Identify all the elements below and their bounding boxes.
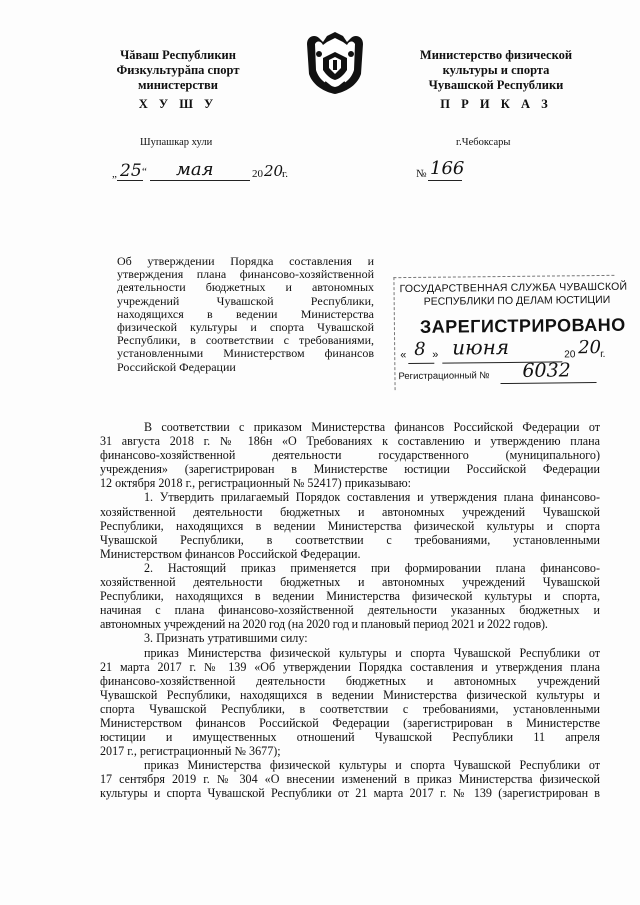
order-title-line: установленными Министерством финансов: [117, 346, 374, 361]
body-line: 3. Признать утратившими силу:: [144, 631, 308, 646]
body-line: Чувашской Республики, находящихся в ведении Министерства физической культуры и: [100, 687, 600, 702]
registration-stamp: [393, 275, 628, 391]
left-ministry-line: Чăваш Республикин: [120, 48, 236, 62]
body-line: 21 марта 2017 г. № 139 «Об утверждении Порядка составления и утверждения плана: [100, 659, 600, 674]
number-value: 166: [430, 158, 465, 179]
stamp-agency-line2: РЕСПУБЛИКИ ПО ДЕЛАМ ЮСТИЦИИ: [423, 293, 611, 308]
left-doc-kind: Х У Ш У: [138, 97, 218, 111]
body-line: финансово-хозяйственной деятельности бюджетных и автономных учреждений: [100, 673, 600, 688]
date-day-underline: [117, 180, 143, 181]
date-year-prefix: 20: [252, 168, 263, 180]
body-line: юстиции и имущественных отношений Чувашской Республики 11 апреля: [100, 730, 600, 745]
body-line: В соответствии с приказом Министерства финансов Российской Федерации от: [144, 420, 600, 434]
body-line: Министерством финансов Российской Федерации.: [100, 546, 361, 561]
right-ministry-line: Чувашской Республики: [428, 78, 564, 92]
order-title-line: учреждений Чувашской Республики,: [117, 293, 374, 308]
body-line: автономных учреждений на 2020 год (на 2020 год и плановый период 2021 и 2022 годов).: [100, 617, 548, 632]
body-line: 31 августа 2018 г. № 186н «О Требованиях к составлению и утверждению плана: [100, 434, 600, 449]
date-year-unit: г.: [282, 168, 289, 180]
body-line: хозяйственной деятельности бюджетных и автономных учреждений Чувашской: [100, 575, 600, 590]
body-line: приказ Министерства физической культуры и спорта Чувашской Республики от: [144, 645, 600, 660]
body-line: Республики, находящихся в ведении Министерства физической культуры и спорта,: [100, 589, 600, 604]
order-title-line: утверждения плана финансово-хозяйственной: [117, 267, 374, 282]
date-month: мая: [176, 159, 214, 180]
order-title: [117, 255, 374, 374]
body-line: Министерством финансов Российской Федерации (зарегистрирован в Министерстве: [100, 715, 600, 730]
left-ministry-name: [92, 48, 264, 93]
body-line: Чувашской Республики, в соответствии с требованиями, установленными: [100, 532, 600, 547]
order-title-line: Российской Федерации: [117, 359, 236, 374]
stamp-status: ЗАРЕГИСТРИРОВАНО: [419, 314, 626, 337]
body-line: хозяйственной деятельности бюджетных и автономных учреждений Чувашской: [100, 504, 600, 519]
stamp-year-unit: г.: [600, 348, 606, 361]
right-city: г.Чебоксары: [456, 137, 511, 148]
right-ministry-name: [396, 48, 596, 93]
order-title-line: Республики, в соответствии с требованиями,: [117, 333, 374, 348]
body-line: Республики, находящихся в ведении Министерства физической культуры и спорта: [100, 518, 600, 533]
body-line: культуры и спорта Чувашской Республики от 21 марта 2017 г. № 139 (зарегистрирован в: [100, 786, 600, 801]
stamp-agency-line1: ГОСУДАРСТВЕННАЯ СЛУЖБА ЧУВАШСКОЙ: [399, 280, 628, 296]
number-underline: [428, 180, 462, 181]
right-ministry-line: культуры и спорта: [442, 63, 550, 77]
right-ministry-line: Министерство физической: [419, 48, 573, 62]
number-label: №: [416, 168, 427, 180]
stamp-open-quote: «: [400, 349, 407, 362]
body-line: 17 сентября 2019 г. № 304 «О внесении изменений в приказ Министерства физической: [100, 772, 600, 787]
stamp-month: июня: [452, 334, 510, 360]
date-open-quote: „: [112, 168, 117, 180]
date-year-suffix: 20: [264, 162, 284, 180]
order-title-line: деятельности бюджетных и автономных: [117, 280, 374, 295]
order-title-line: физической культуры и спорта Чувашской: [117, 320, 374, 335]
stamp-reg-label: Регистрационный №: [398, 370, 490, 383]
stamp-year-suffix: 20: [578, 336, 602, 359]
stamp-reg-number: 6032: [522, 359, 571, 382]
date-month-underline: [150, 180, 250, 181]
right-doc-kind: П Р И К А З: [440, 97, 552, 111]
left-city: Шупашкар хули: [140, 137, 213, 148]
body-line: начиная с плана финансово-хозяйственной деятельности указанных бюджетных и: [100, 603, 600, 618]
chuvash-coat-of-arms-icon: [299, 30, 371, 96]
order-title-line: находящихся в ведении Министерства: [117, 306, 374, 321]
date-close-quote: “: [142, 166, 147, 178]
date-day: 25: [120, 161, 142, 181]
body-line: финансово-хозяйственной деятельности государственного (муниципального): [100, 448, 600, 463]
stamp-close-quote: »: [432, 348, 439, 361]
stamp-year-prefix: 20: [564, 349, 576, 361]
body-line: спорта Чувашской Республики, в соответствии с требованиями, установленными: [100, 701, 600, 716]
body-line: 12 октября 2018 г., регистрационный № 52417) приказываю:: [100, 476, 411, 491]
body-line: приказ Министерства физической культуры и спорта Чувашской Республики от: [144, 758, 600, 773]
body-line: учреждения» (зарегистрирован в Министерстве юстиции Российской Федерации: [100, 462, 600, 477]
body-line: 2. Настоящий приказ применяется при формировании плана финансово-: [144, 560, 600, 575]
body-line: 2017 г., регистрационный № 3677);: [100, 744, 281, 759]
order-body: [100, 420, 600, 801]
left-ministry-line: министерстви: [138, 78, 218, 92]
body-line: 1. Утвердить прилагаемый Порядок составления и утверждения плана финансово-: [144, 490, 600, 505]
order-title-line: Об утверждении Порядка составления и: [117, 254, 374, 268]
stamp-day: 8: [414, 338, 426, 360]
left-ministry-line: Физкультурăпа спорт: [116, 63, 240, 77]
emblem-svg: [299, 30, 371, 96]
